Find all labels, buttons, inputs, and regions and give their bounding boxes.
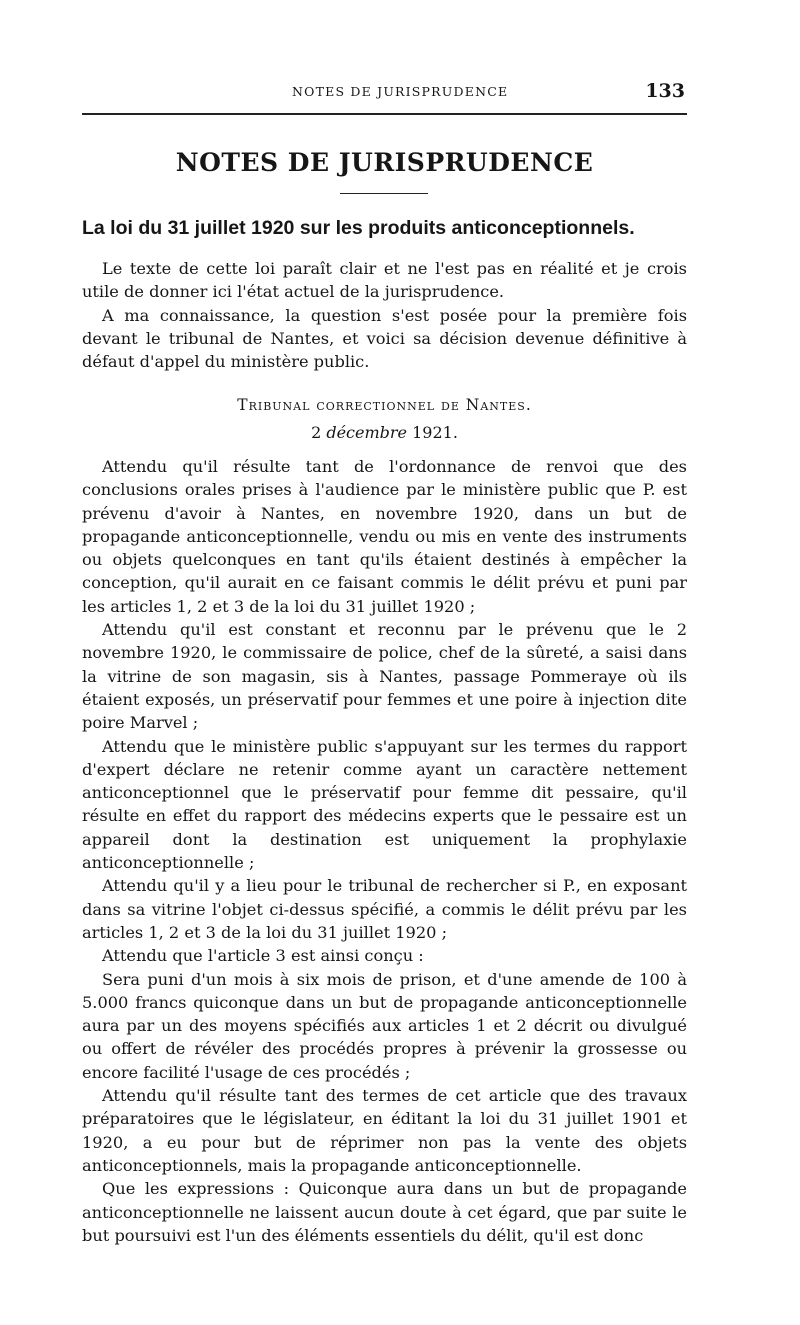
title-rule xyxy=(340,193,428,194)
judgment-paragraph: Que les expressions : Quiconque aura dans un but de propagande anticonceptionnelle ne laissent aucun doute à cet égard, que par suite le but poursuivi est l'un des éléments essentiels du délit, qu'il est donc xyxy=(82,1179,687,1245)
article-title: La loi du 31 juillet 1920 sur les produits anticonceptionnels. xyxy=(82,217,635,239)
intro-paragraph: A ma connaissance, la question s'est posée pour la première fois devant le tribunal de Nantes, et voici sa décision devenue définitive à défaut d'appel du ministère public. xyxy=(82,305,687,372)
intro-text xyxy=(82,257,687,373)
court-date xyxy=(82,423,687,442)
judgment-text xyxy=(82,455,687,1247)
judgment-paragraph: Attendu qu'il est constant et reconnu par le prévenu que le 2 novembre 1920, le commissaire de police, chef de la sûreté, a saisi dans la vitrine de son magasin, sis à Nantes, passage Pommeraye où ils étaient exposés, un préservatif pour femmes et une poire à injection dite poire Marvel ; xyxy=(82,620,687,733)
judgment-paragraph: Attendu qu'il y a lieu pour le tribunal de rechercher si P., en exposant dans sa vitrine l'objet ci-dessus spécifié, a commis le délit prévu par les articles 1, 2 et 3 de la loi du 31 juillet 1920 ; xyxy=(82,876,687,942)
court-name: Tribunal correctionnel de Nantes. xyxy=(237,396,532,414)
header-rule xyxy=(82,113,687,115)
judgment-paragraph: Attendu que l'article 3 est ainsi conçu : xyxy=(102,946,424,966)
section-title: NOTES DE JURISPRUDENCE xyxy=(175,148,594,177)
judgment-paragraph: Attendu que le ministère public s'appuyant sur les termes du rapport d'expert déclare ne retenir comme ayant un caractère nettement anticonceptionnel que le préservatif pour femme dit pessaire, qu'il résulte en effet du rapport des médecins experts que le pessaire est un appareil dont la destination est uniquement la prophylaxie anticonceptionnelle ; xyxy=(82,736,687,873)
intro-paragraph: Le texte de cette loi paraît clair et ne l'est pas en réalité et je crois utile de donner ici l'état actuel de la jurisprudence. xyxy=(82,259,687,302)
judgment-paragraph: Sera puni d'un mois à six mois de prison, et d'une amende de 100 à 5.000 francs quiconque dans un but de propagande anticonceptionnelle aura par un des moyens spécifiés aux articles 1 et 2 décrit ou divulgué ou offert de révéler des procédés propres à prévenir la grossesse ou encore facilité l'usage de ces procédés ; xyxy=(82,969,687,1082)
judgment-paragraph: Attendu qu'il résulte tant des termes de cet article que des travaux préparatoires que le législateur, en éditant la loi du 31 juillet 1901 et 1920, a eu pour but de réprimer non pas la vente des objets anticonceptionnels, mais la propagande anticonceptionnelle. xyxy=(82,1086,687,1175)
court-date-day: 2 xyxy=(311,423,322,442)
court-date-month: décembre xyxy=(326,423,408,442)
page-number: 133 xyxy=(645,80,685,102)
running-title: NOTES DE JURISPRUDENCE xyxy=(292,84,509,99)
running-header xyxy=(82,80,687,104)
court-date-year: 1921. xyxy=(412,423,458,442)
judgment-paragraph: Attendu qu'il résulte tant de l'ordonnance de renvoi que des conclusions orales prises à l'audience par le ministère public que P. est prévenu d'avoir à Nantes, en novembre 1920, dans un but de propagande anticonceptionnelle, vendu ou mis en vente des instruments ou objets quelconques en tant qu'ils étaient destinés à empêcher la conception, qu'il aurait en ce faisant commis le délit prévu et puni par les articles 1, 2 et 3 de la loi du 31 juillet 1920 ; xyxy=(82,457,687,616)
